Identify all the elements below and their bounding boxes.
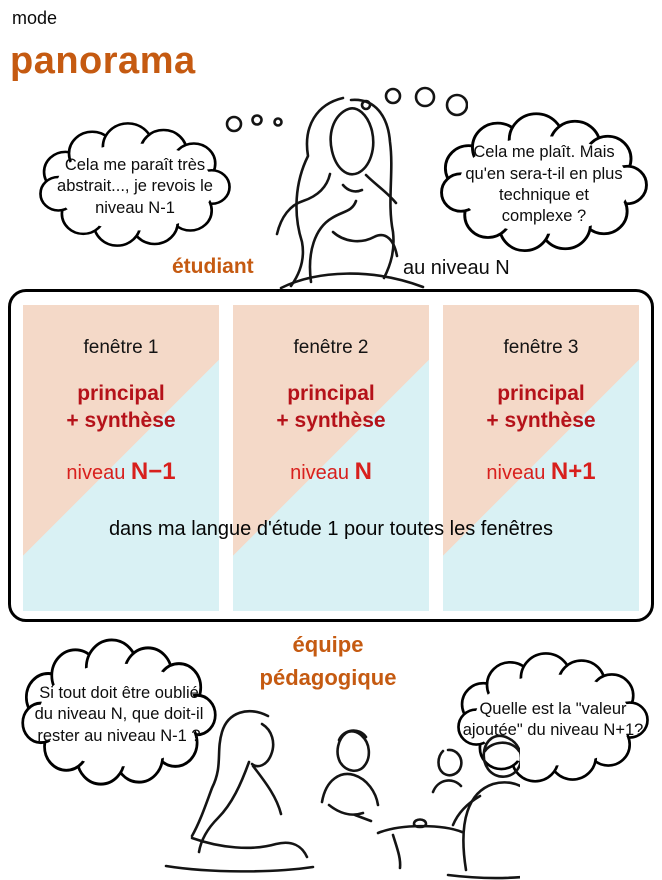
page-title: panorama	[10, 40, 196, 82]
window-title: fenêtre 2	[293, 337, 369, 358]
window-main-label: principal	[77, 382, 165, 405]
window-level	[23, 458, 219, 486]
level-prefix: niveau	[66, 462, 126, 484]
window-sub-label: + synthèse	[66, 409, 176, 432]
window-level	[233, 458, 429, 486]
windows-panel	[8, 289, 654, 622]
thought-text: Si tout doit être oublié du niveau N, que doit-il rester au niveau N-1 ?	[34, 683, 204, 745]
level-prefix: niveau	[486, 462, 546, 484]
window-sub-label: + synthèse	[486, 409, 596, 432]
level-value: N	[354, 458, 372, 485]
window-card-3	[443, 305, 639, 611]
thought-bubble-student-right	[428, 110, 660, 260]
thought-text: Quelle est la "valeur ajoutée" du niveau N+1?	[462, 699, 644, 739]
window-main-label: principal	[497, 382, 585, 405]
panel-footer-text: dans ma langue d'étude 1 pour toutes les fenêtres	[108, 518, 554, 540]
thought-bubble-team-right	[446, 650, 660, 790]
window-level	[443, 458, 639, 486]
mode-label: mode	[12, 8, 58, 28]
thought-bubble-team-left	[10, 636, 228, 794]
window-sub-label: + synthèse	[276, 409, 386, 432]
thought-text: Cela me paraît très abstrait..., je revois le niveau N-1	[57, 155, 213, 217]
team-label: équipe pédagogique	[259, 632, 397, 690]
student-label: étudiant	[172, 255, 254, 278]
window-title: fenêtre 3	[503, 337, 579, 358]
thought-bubble-student-left	[28, 120, 242, 254]
window-main-label: principal	[287, 382, 375, 405]
student-level-label: au niveau N	[403, 257, 510, 279]
level-prefix: niveau	[290, 462, 350, 484]
window-card-2	[233, 305, 429, 611]
level-value: N−1	[130, 458, 176, 485]
window-title: fenêtre 1	[83, 337, 159, 358]
thought-text: Cela me plaît. Mais qu'en sera-t-il en plus technique et complexe ?	[465, 143, 623, 226]
window-card-1	[23, 305, 219, 611]
level-value: N+1	[550, 458, 596, 485]
